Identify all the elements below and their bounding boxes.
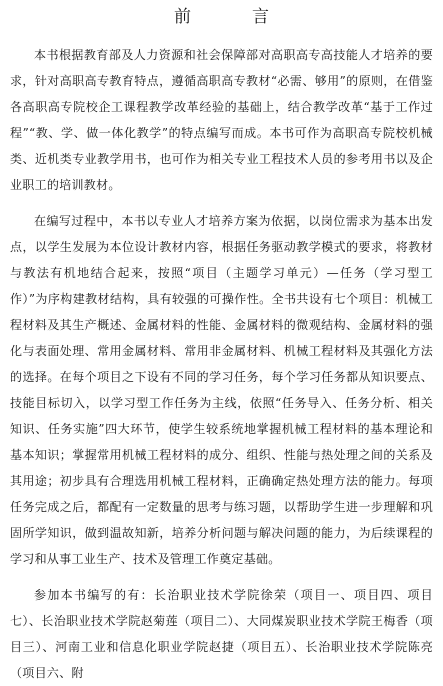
page-title: 前 言	[174, 7, 291, 27]
paragraph-3: 参加本书编写的有：长治职业技术学院徐荣（项目一、项目四、项目七）、长治职业技术学院赵菊莲（项目二）、大同煤炭职业技术学院王梅香（项目三）、河南工业和信息化职业学院赵捷（项目五）、长治职业技术学院陈亮（项目六、附	[10, 588, 433, 680]
paragraph-2: 在编写过程中，本书以专业人才培养方案为依据，以岗位需求为基本出发点，以学生发展为本位设计教材内容，根据任务驱动教学模式的要求，将教材与教法有机地结合起来，按照“项目（主题学习单元）—任务（学习型工作）”为序构建教材结构，具有较强的可操作性。全书共设有七个项目：机械工程材料及其生产概述、金属材料的性能、金属材料的微观结构、金属材料的强化与表面处理、常用金属材料、常用非金属材料、机械工程材料及其强化方法的选择。在每个项目之下设有不同的学习任务，每个学习任务都从知识要点、技能目标切入，以学习型工作任务为主线，依照“任务导入、任务分析、相关知识、任务实施”四大环节，使学生较系统地掌握机械工程材料的基本理论和基本知识；掌握常用机械工程材料的成分、组织、性能与热处理之间的关系及其用途；初步具有合理选用机械工程材料，正确确定热处理方法的能力。每项任务完成之后，都配有一定数量的思考与练习题，以帮助学生进一步理解和巩固所学知识，做到温故知新，培养分析问题与解决问题的能力，为后续课程的学习和从事工业生产、技术及管理工作奠定基础。	[10, 214, 433, 566]
paragraph-1: 本书根据教育部及人力资源和社会保障部对高职高专高技能人才培养的要求，针对高职高专教育特点，遵循高职高专教材“必需、够用”的原则，在借鉴各高职高专院校企工课程教学改革经验的基础上，结合教学改革“基于工作过程”“教、学、做一体化教学”的特点编写而成。本书可作为高职高专院校机械类、近机类专业教学用书，也可作为相关专业工程技术人员的参考用书以及企业职工的培训教材。	[10, 48, 433, 192]
